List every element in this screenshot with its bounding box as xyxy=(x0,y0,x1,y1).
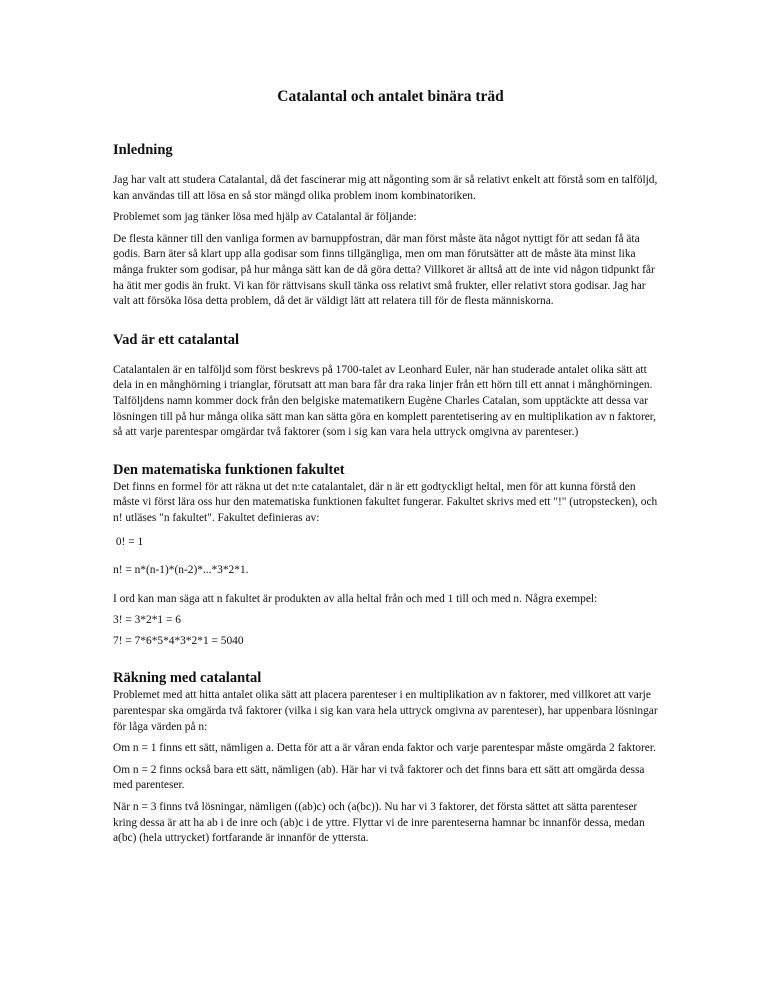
formula: n! = n*(n-1)*(n-2)*...*3*2*1. xyxy=(113,564,249,577)
example: 3! = 3*2*1 = 6 xyxy=(113,614,181,627)
paragraph: Problemet med att hitta antalet olika sätt att placera parenteser i en multiplikation av n faktorer, med villkoret att varje parentespar ska omgärda två faktorer (vilka i sig kan vara hela uttryck omgivna av parenteser), har uppenbara lösningar för låga värden på n: xyxy=(113,689,658,733)
example: 7! = 7*6*5*4*3*2*1 = 5040 xyxy=(113,634,244,647)
paragraph: Jag har valt att studera Catalantal, då det fascinerar mig att någonting som är så relativt enkelt att förstå som en talföljd, kan användas till att lösa en så stor mängd olika problem inom kombinatoriken. xyxy=(113,174,658,202)
section-heading-fakultet: Den matematiska funktionen fakultet xyxy=(113,461,345,478)
document-title: Catalantal och antalet binära träd xyxy=(277,88,504,105)
section-heading-vad-ar-ett-catalantal: Vad är ett catalantal xyxy=(113,331,240,348)
paragraph: De flesta känner till den vanliga formen av barnuppfostran, där man först måste äta något nyttigt för att sedan få äta godis. Barn äter så klart upp alla godisar som finns tillgängliga, men om man förutsätter att de måste äta minst lika många frukter som godisar, på hur många sätt kan de då göra detta? Villkoret är alltså att de inte vid någon tidpunkt får ha ätit mer godis än frukt. Vi kan för rättvisans skull tänka oss relativt små frukter, eller relativt stora godisar. Jag har valt att försöka lösa detta problem, då det är väldigt lätt att relatera till för de flesta människorna. xyxy=(113,232,655,308)
section-heading-rakning-med-catalantal: Räkning med catalantal xyxy=(113,670,262,687)
paragraph: Om n = 2 finns också bara ett sätt, nämligen (ab). Här har vi två faktorer och det finns bara ett sätt att omgärda dessa med parenteser. xyxy=(113,763,645,792)
paragraph: Det finns en formel för att räkna ut det n:te catalantalet, där n är ett godtyckligt heltal, men för att kunna förstå den måste vi först lära oss hur den matematiska funktionen fakultet fungerar. Fakultet skrivs med ett "!" (utropstecken), och n! utläses "n fakultet". Fakultet definieras av: xyxy=(113,480,658,524)
section-heading-inledning: Inledning xyxy=(113,142,173,158)
formula: 0! = 1 xyxy=(113,535,144,548)
paragraph: Catalantalen är en talföljd som först beskrevs på 1700-talet av Leonhard Euler, när han studerade antalet olika sätt att dela in en månghörning i trianglar, förutsatt att man bara får dra raka linjer från ett hörn till ett annat i månghörningen. Talföljdens namn kommer dock från den belgiske matematikern Eugène Charles Catalan, som upptäckte att dessa var lösningen till på hur många olika sätt man kan sätta göra en komplett parentetisering av en multiplikation av n faktorer, så att varje parentespar omgärdar två faktorer (som i sig kan vara hela uttryck omgivna av parenteser.) xyxy=(113,363,656,439)
paragraph: I ord kan man säga att n fakultet är produkten av alla heltal från och med 1 till och med n. Några exempel: xyxy=(113,592,598,605)
paragraph: Om n = 1 finns ett sätt, nämligen a. Detta för att a är våran enda faktor och varje parentespar måste omgärda 2 faktorer. xyxy=(113,742,656,755)
paragraph: När n = 3 finns två lösningar, nämligen ((ab)c) och (a(bc)). Nu har vi 3 faktorer, det första sättet att sätta parenteser kring dessa är att ha ab i de inre och (ab)c i de yttre. Flyttar vi de inre parenteserna hamnar bc innanför dessa, medan a(bc) (hela uttrycket) fortfarande är innanför de yttersta. xyxy=(113,801,645,845)
document-body xyxy=(113,88,658,853)
paragraph: Problemet som jag tänker lösa med hjälp av Catalantal är följande: xyxy=(113,211,417,224)
